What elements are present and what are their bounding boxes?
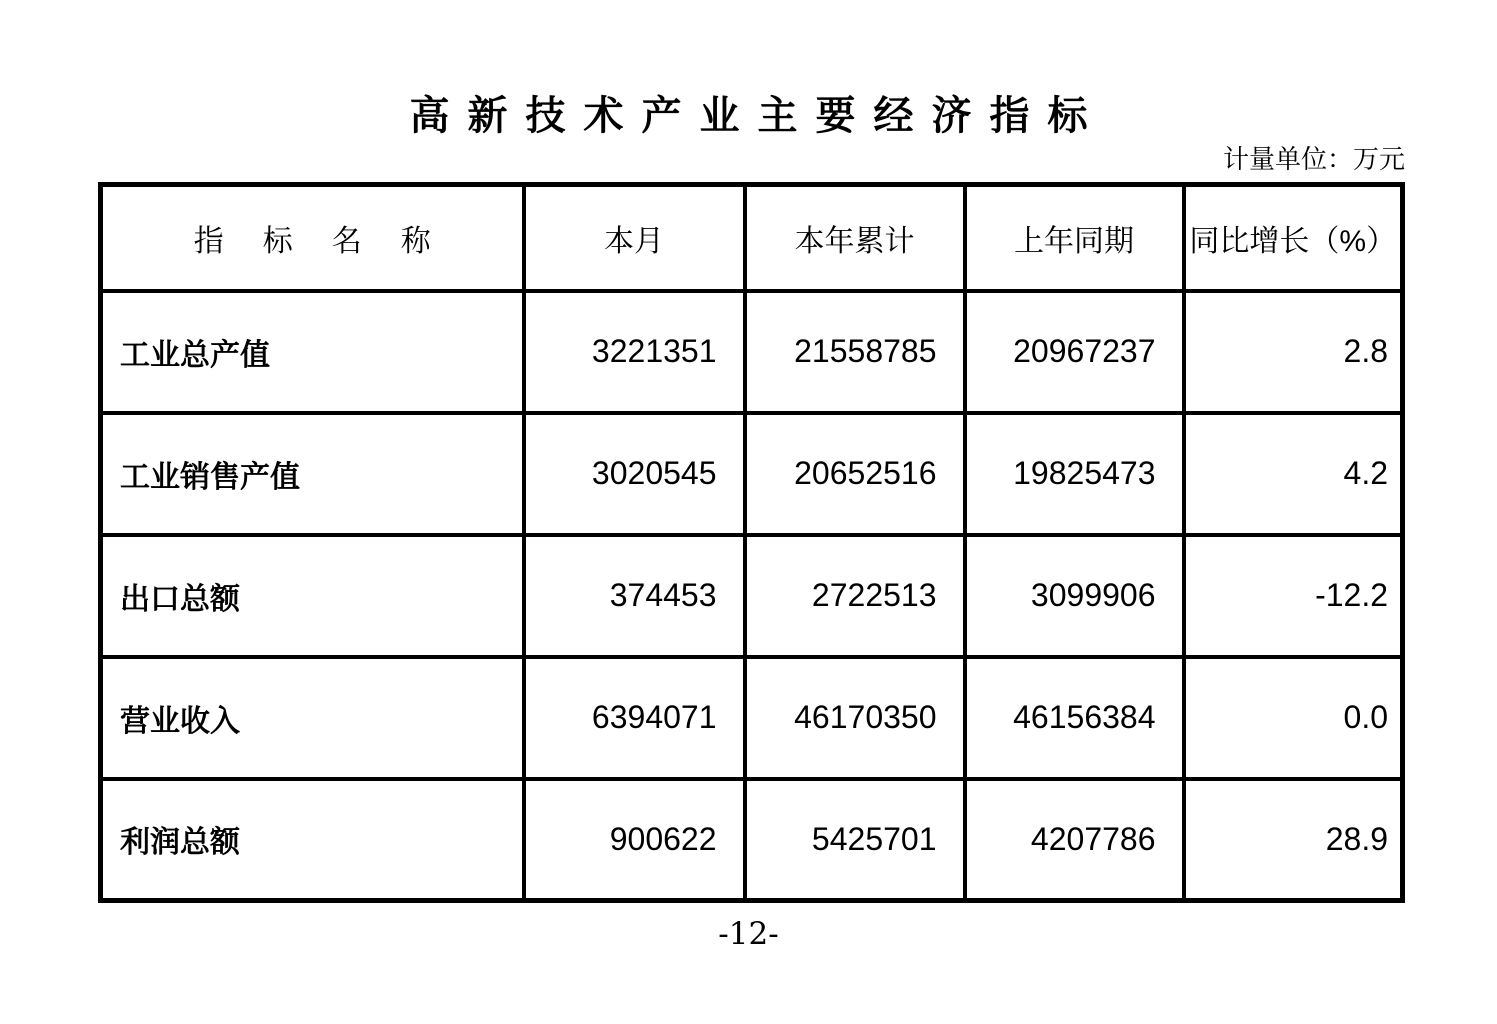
col-header-prev-year-period: 上年同期 xyxy=(965,185,1184,291)
cell-month: 6394071 xyxy=(524,657,745,779)
page-title xyxy=(0,84,1497,141)
col-header-yoy-growth: 同比增长（%） xyxy=(1184,185,1403,291)
page-title-text: 高新技术产业主要经济指标 xyxy=(409,94,1106,138)
cell-month: 3020545 xyxy=(524,413,745,535)
cell-yoy: 2.8 xyxy=(1184,291,1403,413)
cell-prev-year: 20967237 xyxy=(965,291,1184,413)
cell-yoy: 28.9 xyxy=(1184,779,1403,901)
cell-prev-year: 4207786 xyxy=(965,779,1184,901)
table-row xyxy=(101,291,1403,413)
cell-month: 900622 xyxy=(524,779,745,901)
cell-ytd: 21558785 xyxy=(745,291,965,413)
row-label: 营业收入 xyxy=(101,657,524,779)
cell-yoy: -12.2 xyxy=(1184,535,1403,657)
col-header-year-to-date: 本年累计 xyxy=(745,185,965,291)
cell-prev-year: 3099906 xyxy=(965,535,1184,657)
cell-ytd: 20652516 xyxy=(745,413,965,535)
table-row xyxy=(101,779,1403,901)
table-row xyxy=(101,413,1403,535)
cell-month: 3221351 xyxy=(524,291,745,413)
row-label: 工业总产值 xyxy=(101,291,524,413)
table-row xyxy=(101,535,1403,657)
row-label: 利润总额 xyxy=(101,779,524,901)
cell-month: 374453 xyxy=(524,535,745,657)
col-header-current-month: 本月 xyxy=(524,185,745,291)
indicators-table xyxy=(98,182,1405,903)
table-row xyxy=(101,657,1403,779)
cell-ytd: 2722513 xyxy=(745,535,965,657)
cell-ytd: 5425701 xyxy=(745,779,965,901)
row-label: 工业销售产值 xyxy=(101,413,524,535)
cell-prev-year: 46156384 xyxy=(965,657,1184,779)
cell-yoy: 4.2 xyxy=(1184,413,1403,535)
row-label: 出口总额 xyxy=(101,535,524,657)
cell-prev-year: 19825473 xyxy=(965,413,1184,535)
cell-ytd: 46170350 xyxy=(745,657,965,779)
unit-note: 计量单位：万元 xyxy=(1222,145,1405,175)
table-header-row xyxy=(101,185,1403,291)
page-number: -12- xyxy=(718,916,779,952)
col-header-indicator-name-text: 指标名称 xyxy=(193,224,470,258)
col-header-indicator-name xyxy=(101,185,524,291)
cell-yoy: 0.0 xyxy=(1184,657,1403,779)
